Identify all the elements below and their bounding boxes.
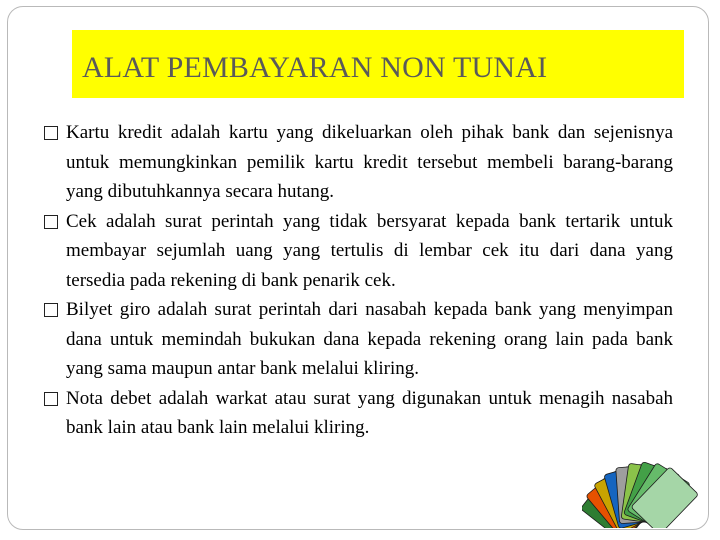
bullet-item-kartu-kredit: [40, 118, 673, 207]
bullet-list: [40, 118, 673, 443]
credit-cards-fan-image: [582, 458, 700, 528]
slide-title: ALAT PEMBAYARAN NON TUNAI: [82, 51, 548, 84]
square-bullet-icon: [44, 126, 58, 140]
bullet-text: Kartu kredit adalah kartu yang dikeluarkan oleh pihak bank dan sejenisnya untuk memungkinkan pemilik kartu kredit tersebut membeli barang-barang yang dibutuhkannya secara hutang.: [66, 122, 673, 202]
bullet-item-nota-debet: [40, 384, 673, 443]
square-bullet-icon: [44, 215, 58, 229]
bullet-text: Cek adalah surat perintah yang tidak bersyarat kepada bank tertarik untuk membayar sejumlah uang yang tertulis di lembar cek itu dari dana yang tersedia pada rekening di bank penarik cek.: [66, 210, 673, 291]
square-bullet-icon: [44, 303, 58, 317]
bullet-item-bilyet-giro: [40, 295, 673, 384]
bullet-text: Nota debet adalah warkat atau surat yang digunakan untuk menagih nasabah bank lain atau bank lain melalui kliring.: [66, 387, 673, 438]
bullet-text: Bilyet giro adalah surat perintah dari nasabah kepada bank yang menyimpan dana untuk memindah bukukan dana kepada rekening orang lain pada bank yang sama maupun antar bank melalui kliring.: [66, 299, 673, 379]
square-bullet-icon: [44, 392, 58, 406]
title-box: [72, 30, 684, 98]
bullet-item-cek: [40, 207, 673, 296]
